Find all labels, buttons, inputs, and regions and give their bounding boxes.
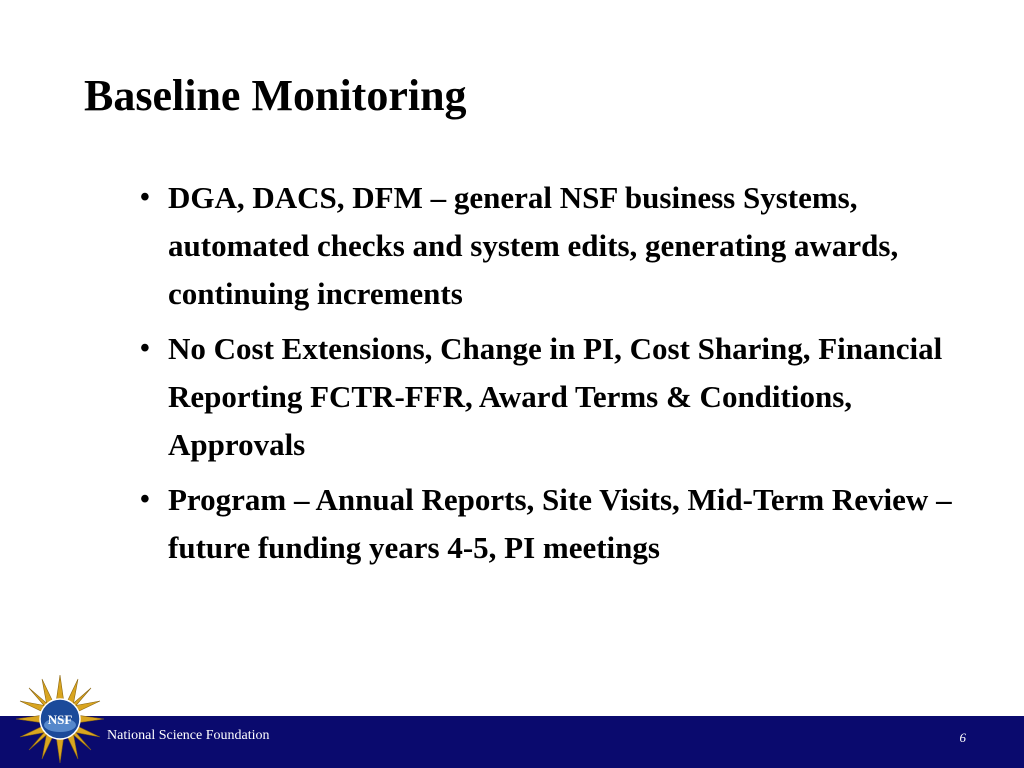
bullet-marker: • xyxy=(140,484,150,515)
bullet-item xyxy=(138,476,958,572)
bullet-text: Program – Annual Reports, Site Visits, Mid-Term Review – future funding years 4-5, PI meetings xyxy=(168,482,952,565)
footer-organization: National Science Foundation xyxy=(107,728,270,743)
bullet-item xyxy=(138,325,958,469)
page-number: 6 xyxy=(959,730,966,745)
bullet-text: No Cost Extensions, Change in PI, Cost Sharing, Financial Reporting FCTR-FFR, Award Terms & Conditions, Approvals xyxy=(168,331,943,462)
bullet-list xyxy=(138,174,958,579)
nsf-logo-icon xyxy=(14,673,106,765)
slide-title: Baseline Monitoring xyxy=(84,71,467,120)
bullet-item xyxy=(138,174,958,318)
footer-bar xyxy=(0,716,1024,768)
nsf-logo-text: NSF xyxy=(47,712,73,727)
bullet-marker: • xyxy=(140,333,150,364)
bullet-marker: • xyxy=(140,182,150,213)
bullet-text: DGA, DACS, DFM – general NSF business Systems, automated checks and system edits, generating awards, continuing increments xyxy=(168,180,899,311)
